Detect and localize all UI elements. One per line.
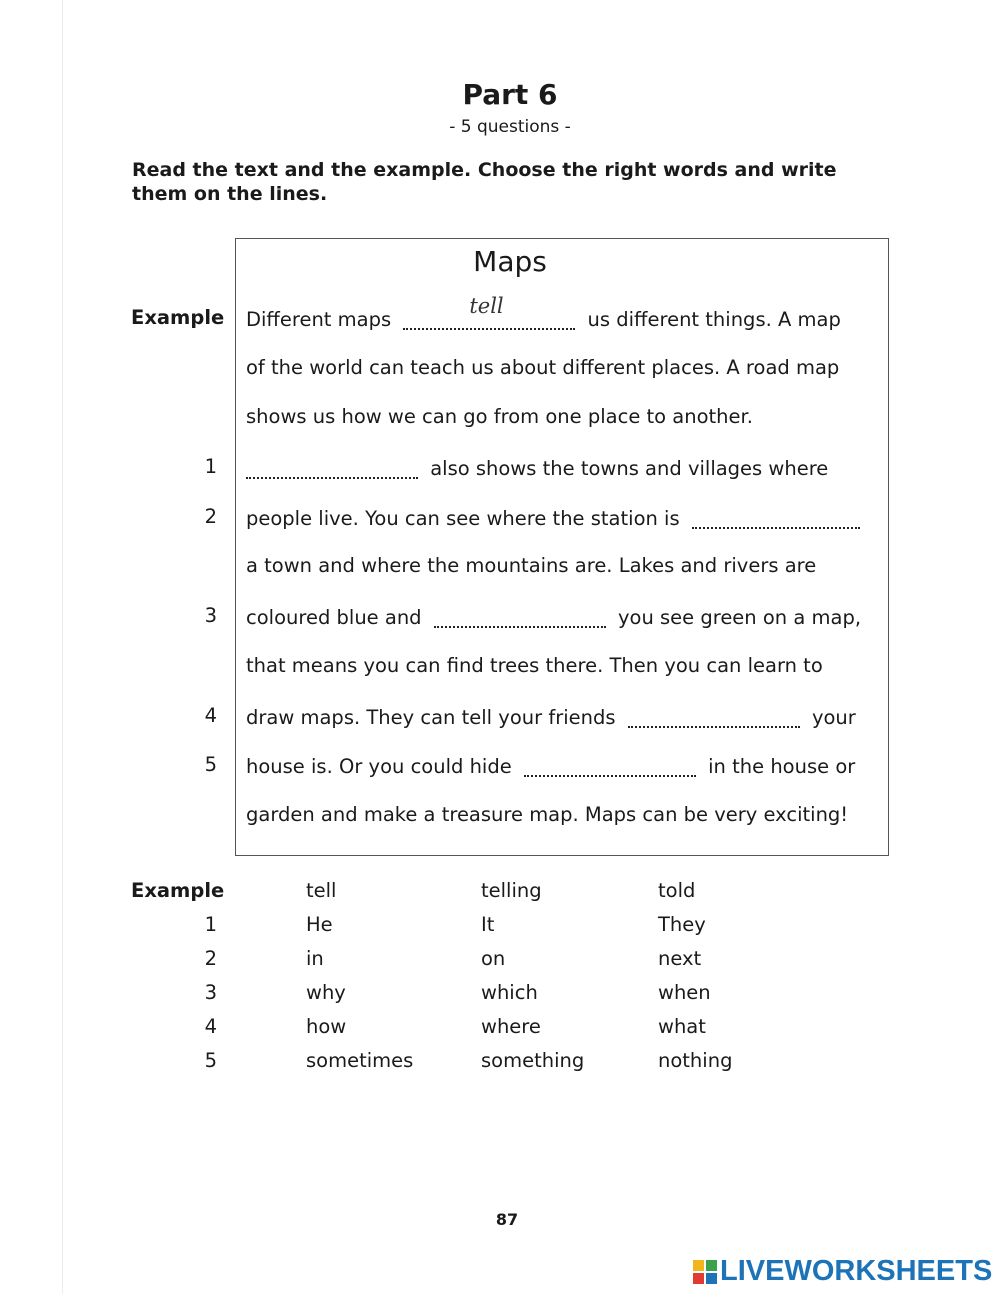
options-row-label: 1 [204, 913, 217, 936]
answer-blank-5[interactable] [524, 753, 696, 777]
instructions: Read the text and the example. Choose the right words and write them on the lines. [132, 159, 837, 205]
answer-blank-3[interactable] [434, 604, 606, 628]
passage-line [246, 604, 861, 629]
passage-title: Maps [473, 245, 547, 278]
answer-blank-2[interactable] [692, 505, 860, 529]
option-word: when [658, 981, 711, 1004]
option-word: something [481, 1049, 585, 1072]
page-number: 87 [495, 1210, 519, 1229]
line-text: Different maps [246, 308, 392, 331]
logo-square [693, 1273, 704, 1284]
options-row-label: 2 [204, 947, 217, 970]
option-word: how [306, 1015, 347, 1038]
passage-line [240, 455, 828, 480]
passage-line: that means you can find trees there. Then you can learn to [246, 654, 823, 677]
line-text: house is. Or you could hide [246, 755, 512, 778]
options-example-label: Example [131, 879, 225, 902]
liveworksheets-logo-icon [693, 1260, 717, 1284]
line-text: us different things. A map [587, 308, 841, 331]
option-word: sometimes [306, 1049, 414, 1072]
passage-line [246, 294, 841, 331]
question-number-1: 1 [204, 455, 217, 478]
option-word: next [658, 947, 702, 970]
liveworksheets-brand[interactable] [693, 1255, 992, 1288]
question-count: - 5 questions - [449, 117, 571, 137]
scan-edge [62, 0, 63, 1294]
passage-line [246, 505, 866, 530]
option-word: why [306, 981, 346, 1004]
line-text: draw maps. They can tell your friends [246, 706, 616, 729]
page-title: Part 6 [462, 78, 558, 111]
option-word: It [481, 913, 495, 936]
option-word: nothing [658, 1049, 733, 1072]
passage-line [246, 753, 855, 778]
question-number-4: 4 [204, 704, 217, 727]
question-number-2: 2 [204, 505, 217, 528]
option-word: told [658, 879, 696, 902]
option-word: telling [481, 879, 542, 902]
options-row-label: 5 [204, 1049, 217, 1072]
question-number-3: 3 [204, 604, 217, 627]
logo-square [693, 1260, 704, 1271]
option-word: on [481, 947, 506, 970]
passage-line: shows us how we can go from one place to another. [246, 405, 753, 428]
logo-square [706, 1260, 717, 1271]
question-number-5: 5 [204, 753, 217, 776]
passage-line: a town and where the mountains are. Lakes and rivers are [246, 554, 817, 577]
line-text: people live. You can see where the station is [246, 507, 680, 530]
options-row-label: 4 [204, 1015, 217, 1038]
answer-blank-1[interactable] [246, 455, 418, 479]
options-row-label: 3 [204, 981, 217, 1004]
line-text: in the house or [708, 755, 856, 778]
option-word: They [658, 913, 706, 936]
passage-line: of the world can teach us about different places. A road map [246, 356, 840, 379]
example-label: Example [131, 306, 225, 329]
option-word: tell [306, 879, 337, 902]
option-word: what [658, 1015, 706, 1038]
answer-blank-4[interactable] [628, 704, 800, 728]
passage-line: garden and make a treasure map. Maps can be very exciting! [246, 803, 849, 826]
line-text: also shows the towns and villages where [430, 457, 829, 480]
line-text: your [811, 706, 856, 729]
example-answer: tell [469, 294, 504, 318]
example-answer-blank [403, 294, 575, 330]
logo-square [706, 1273, 717, 1284]
line-text: you see green on a map, [617, 606, 862, 629]
passage-line [246, 704, 856, 729]
line-text: coloured blue and [246, 606, 422, 629]
option-word: which [481, 981, 538, 1004]
option-word: He [306, 913, 333, 936]
option-word: in [306, 947, 324, 970]
brand-text: LIVEWORKSHEETS [720, 1255, 993, 1287]
option-word: where [481, 1015, 541, 1038]
